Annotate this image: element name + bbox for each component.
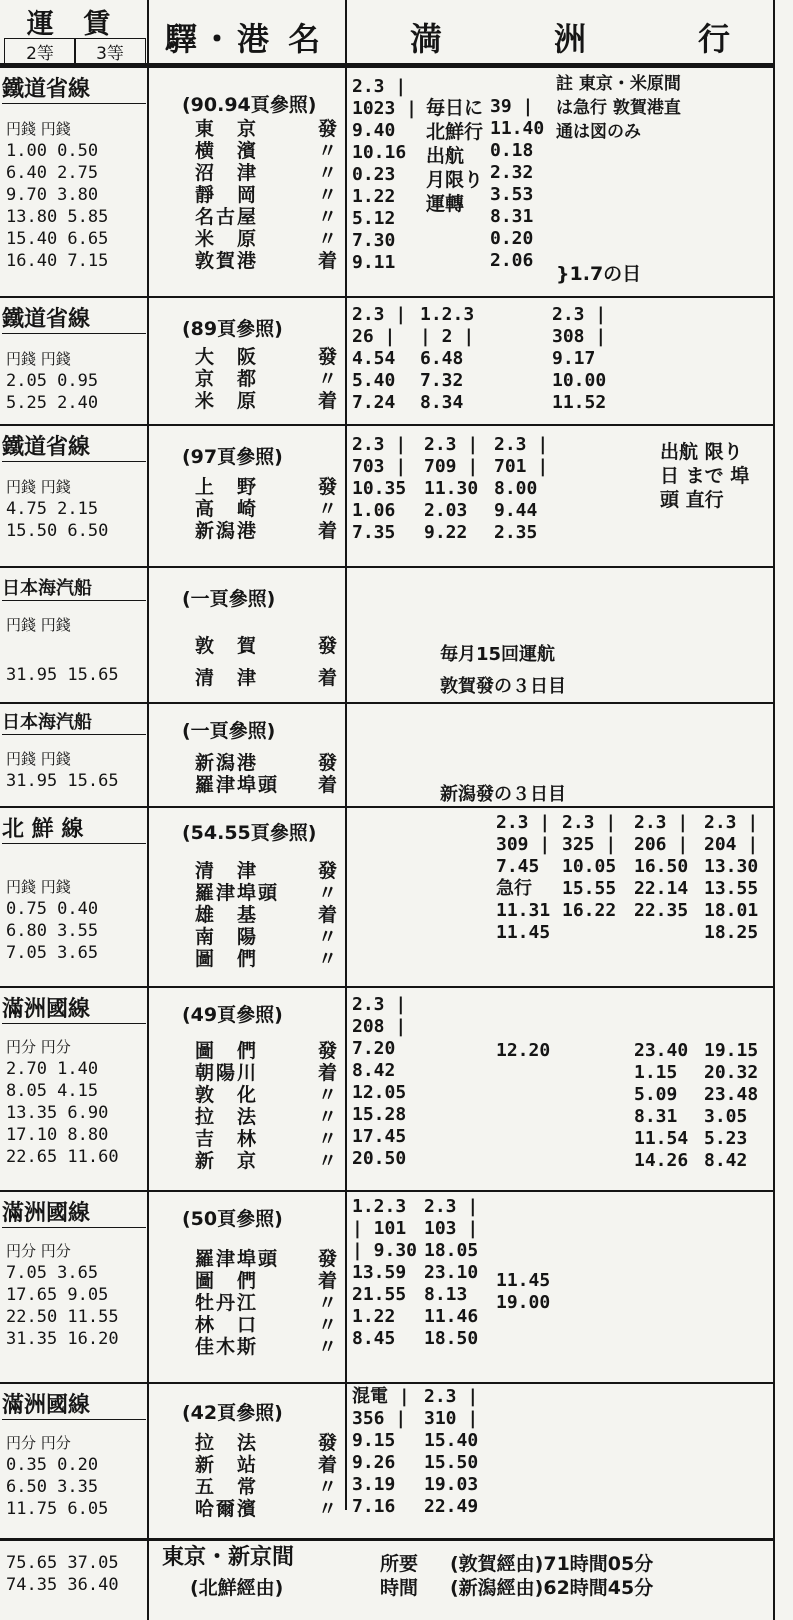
fare-row: 6.40 2.75 (6, 163, 99, 183)
fare-row: 8.05 4.15 (6, 1081, 99, 1101)
station-list: 羅津埠頭 發 圖 們 着 牡丹江 〃 林 口 〃 佳木斯 〃 (195, 1248, 337, 1358)
fare-row: 6.50 3.35 (6, 1477, 99, 1497)
fare-row: 15.50 6.50 (6, 521, 109, 541)
fare-row: 4.75 2.15 (6, 499, 99, 519)
fare-unit: 円錢 円錢 (6, 616, 71, 634)
train-column: 2.3 | 325 | 10.05 15.55 16.22 (562, 812, 617, 921)
train-column: 23.40 1.15 5.09 8.31 11.54 14.26 (634, 1040, 689, 1171)
footnote-date: }1.7の日 (556, 263, 642, 285)
total-fare: 75.65 37.05 (6, 1553, 119, 1573)
line-name: 鐵道省線 (2, 302, 146, 334)
fare-row: 0.75 0.40 (6, 899, 99, 919)
line-name: 鐵道省線 (2, 430, 146, 462)
train-column: 2.3 | 703 | 10.35 1.06 7.35 (352, 434, 407, 543)
footnote: 出航 限り日 まで 埠頭 直行 (660, 441, 750, 511)
route-via: (北鮮經由) (190, 1577, 284, 1599)
fare-row: 6.80 3.55 (6, 921, 99, 941)
fare-row: 7.05 3.65 (6, 943, 99, 963)
fare-unit: 円分 円分 (6, 1242, 71, 1260)
page-reference: (一頁參照) (182, 720, 276, 742)
duration-label: 所要 (380, 1553, 419, 1575)
line-name: 滿洲國線 (2, 1196, 146, 1228)
class-3-label: 3等 (74, 38, 146, 65)
line-name: 滿洲國線 (2, 1388, 146, 1420)
fare-row: 31.95 15.65 (6, 665, 119, 685)
train-note: 毎日に北鮮行出航 月限り運轉 (426, 97, 484, 215)
line-name: 日本海汽船 (2, 574, 146, 601)
fare-unit: 円錢 円錢 (6, 350, 71, 368)
train-column: 2.3 | 309 | 7.45 急行 11.31 11.45 (496, 812, 551, 943)
page-reference: (49頁參照) (182, 1004, 283, 1026)
fare-row: 9.70 3.80 (6, 185, 99, 205)
fare-row: 13.35 6.90 (6, 1103, 109, 1123)
divider-right (773, 0, 775, 1620)
page-reference: (97頁參照) (182, 446, 283, 468)
divider-station (345, 0, 347, 1510)
fare-unit: 円錢 円錢 (6, 878, 71, 896)
station-list: 清 津 發 羅津埠頭 〃 雄 基 着 南 陽 〃 圖 們 〃 (195, 860, 337, 970)
fare-unit: 円分 円分 (6, 1434, 71, 1452)
train-column: 2.3 | 26 | 4.54 5.40 7.24 (352, 304, 407, 413)
train-column: 2.3 | 204 | 13.30 13.55 18.01 18.25 (704, 812, 759, 943)
train-column: 11.45 19.00 (496, 1270, 551, 1313)
line-name: 北 鮮 線 (2, 812, 146, 844)
train-column: 2.3 | 709 | 11.30 2.03 9.22 (424, 434, 479, 543)
page-reference: (54.55頁參照) (182, 822, 317, 844)
fare-row: 31.95 15.65 (6, 771, 119, 791)
train-column: 2.3 | 310 | 15.40 15.50 19.03 22.49 (424, 1386, 479, 1517)
page-reference: (90.94頁參照) (182, 94, 317, 116)
fare-row: 17.65 9.05 (6, 1285, 109, 1305)
train-column: 19.15 20.32 23.48 3.05 5.23 8.42 (704, 1040, 759, 1171)
line-name: 滿洲國線 (2, 992, 146, 1024)
fare-unit: 円錢 円錢 (6, 478, 71, 496)
line-name: 日本海汽船 (2, 708, 146, 735)
train-column: 2.3 | 1023 | 9.40 10.16 0.23 1.22 5.12 7.30 9.11 (352, 76, 418, 273)
station-list: 東 京 發 横 濱 〃 沼 津 〃 靜 岡 〃 名古屋 〃 米 原 〃 敦賀港 着 (195, 118, 337, 272)
class-2-label: 2等 (4, 38, 76, 65)
service-note: 新潟發の３日目 (440, 784, 566, 805)
train-column: 1.2.3 | 2 | 6.48 7.32 8.34 (420, 304, 475, 413)
footnote: 註 東京・米原間は急行 敦賀港直通は図のみ (556, 74, 681, 142)
fare-unit: 円錢 円錢 (6, 750, 71, 768)
train-column: 2.3 | 701 | 8.00 9.44 2.35 (494, 434, 549, 543)
fare-unit: 円分 円分 (6, 1038, 71, 1056)
page-reference: (89頁參照) (182, 318, 283, 340)
train-column: 2.3 | 206 | 16.50 22.14 22.35 (634, 812, 689, 921)
fare-row: 22.50 11.55 (6, 1307, 119, 1327)
train-column: 2.3 | 103 | 18.05 23.10 8.13 11.46 18.50 (424, 1196, 479, 1349)
fare-row: 5.25 2.40 (6, 393, 99, 413)
station-column-title: 驛・港 名 (165, 20, 325, 58)
station-list: 上 野 發 高 崎 〃 新潟港 着 (195, 476, 337, 542)
fare-row: 15.40 6.65 (6, 229, 109, 249)
fare-row: 13.80 5.85 (6, 207, 109, 227)
line-name: 鐵道省線 (2, 72, 146, 104)
fare-row: 0.35 0.20 (6, 1455, 99, 1475)
page-reference: (一頁參照) (182, 588, 276, 610)
station-list: 敦 賀 發 清 津 着 (195, 635, 337, 689)
fare-unit: 円錢 円錢 (6, 120, 71, 138)
station-list: 圖 們 發 朝陽川 着 敦 化 〃 拉 法 〃 吉 林 〃 新 京 〃 (195, 1040, 337, 1172)
fare-row: 1.00 0.50 (6, 141, 99, 161)
route-title: 東京・新京間 (162, 1545, 295, 1570)
fare-row: 11.75 6.05 (6, 1499, 109, 1519)
fare-row: 31.35 16.20 (6, 1329, 119, 1349)
duration-value: (新潟經由)62時間45分 (450, 1577, 654, 1599)
fare-row: 22.65 11.60 (6, 1147, 119, 1167)
station-list: 拉 法 發 新 站 着 五 常 〃 哈爾濱 〃 (195, 1432, 337, 1520)
page-reference: (42頁參照) (182, 1402, 283, 1424)
train-column: 混電 | 356 | 9.15 9.26 3.19 7.16 (352, 1386, 410, 1517)
fare-row: 2.70 1.40 (6, 1059, 99, 1079)
destination-column-title: 満 洲 行 (410, 20, 771, 58)
total-fare: 74.35 36.40 (6, 1575, 119, 1595)
fare-row: 17.10 8.80 (6, 1125, 109, 1145)
station-list: 大 阪 發 京 都 〃 米 原 着 (195, 346, 337, 412)
fare-row: 16.40 7.15 (6, 251, 109, 271)
train-column: 39 | 11.40 0.18 2.32 3.53 8.31 0.20 2.06 (490, 96, 545, 271)
station-list: 新潟港 發 羅津埠頭 着 (195, 752, 337, 796)
service-note: 毎月15回運航 (440, 644, 556, 665)
page-reference: (50頁參照) (182, 1208, 283, 1230)
fare-row: 2.05 0.95 (6, 371, 99, 391)
train-column: 2.3 | 308 | 9.17 10.00 11.52 (552, 304, 607, 413)
service-note: 敦賀發の３日目 (440, 676, 566, 697)
train-column: 1.2.3 | 101 | 9.30 13.59 21.55 1.22 8.45 (352, 1196, 418, 1349)
divider-fare (147, 0, 149, 1620)
fare-header-title: 運 賃 (26, 9, 121, 40)
duration-value: (敦賀經由)71時間05分 (450, 1553, 654, 1575)
fare-row: 7.05 3.65 (6, 1263, 99, 1283)
train-column: 12.20 (496, 1040, 551, 1061)
duration-label: 時間 (380, 1577, 419, 1599)
train-column: 2.3 | 208 | 7.20 8.42 12.05 15.28 17.45 20.50 (352, 994, 407, 1169)
